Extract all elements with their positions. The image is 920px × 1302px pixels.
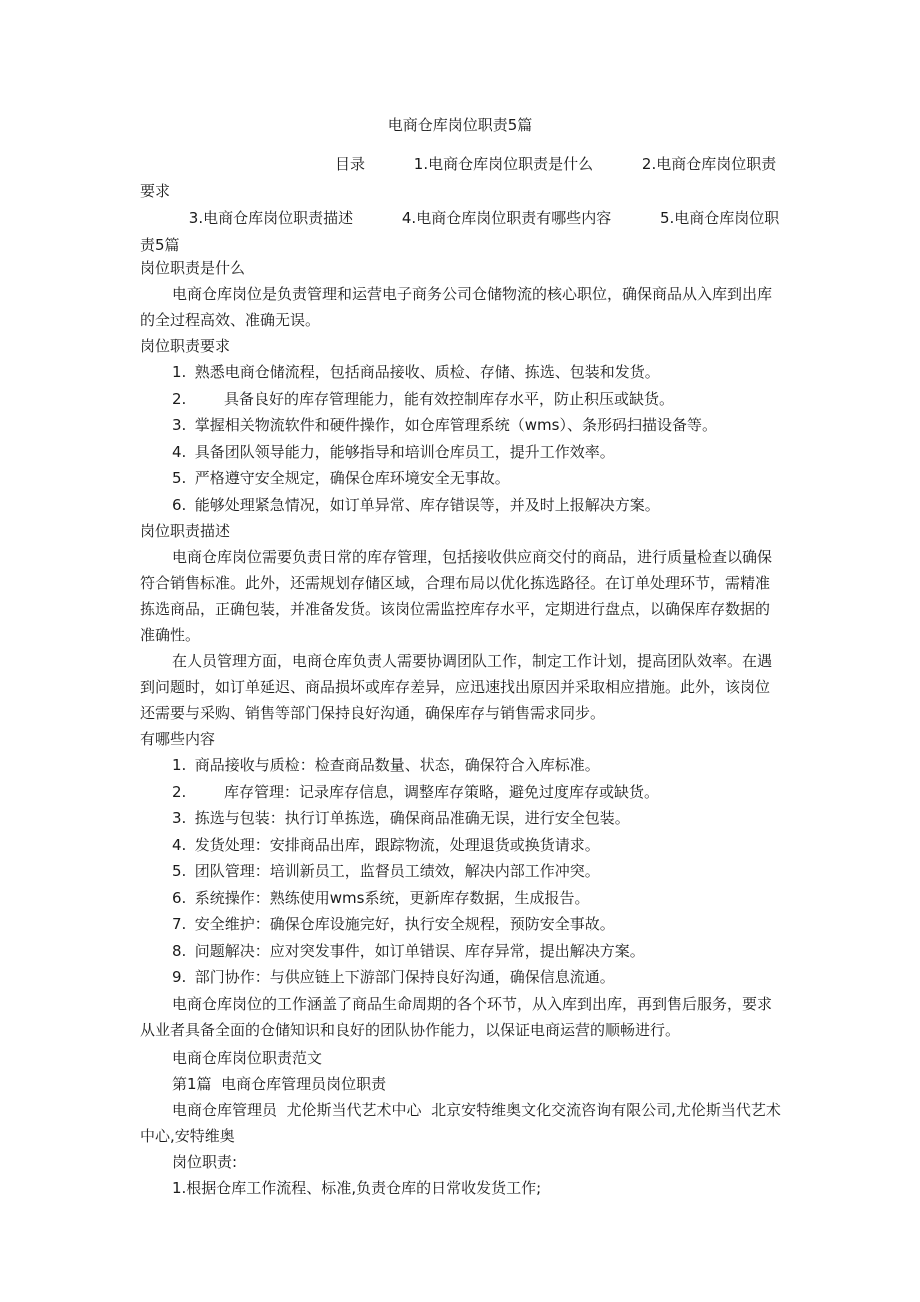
list-item: 1. 熟悉电商仓储流程，包括商品接收、质检、存储、拣选、包装和发货。 [172,363,660,381]
sample-heading: 电商仓库岗位职责范文 [172,1048,323,1067]
toc-item-5[interactable]: 5.电商仓库岗位职责5篇 [140,209,780,254]
section-heading-contents: 有哪些内容 [140,730,216,748]
list-item: 6. 能够处理紧急情况，如订单异常、库存错误等，并及时上报解决方案。 [172,495,660,514]
list-item: 4. 发货处理：安排商品出库，跟踪物流，处理退货或换货请求。 [172,835,600,854]
list-item: 4. 具备团队领导能力，能够指导和培训仓库员工，提升工作效率。 [172,442,615,461]
list-item: 3. 掌握相关物流软件和硬件操作，如仓库管理系统（wms）、条形码扫描设备等。 [172,416,717,434]
toc-item-1[interactable]: 1.电商仓库岗位职责是什么 [413,155,594,173]
list-item: 9. 部门协作：与供应链上下游部门保持良好沟通，确保信息流通。 [172,968,615,986]
section-paragraph-description-2: 在人员管理方面，电商仓库负责人需要协调团队工作，制定工作计划，提高团队效率。在遇到问题时，如订单延迟、商品损坏或库存差异，应迅速找出原因并采取相应措施。此外，该岗位还需要与采购、销售等部门保持良好沟通，确保库存与销售需求同步。 [140,652,773,722]
contents-list [140,752,784,991]
document-title: 电商仓库岗位职责5篇 [387,116,533,134]
list-item: 2. 库存管理：记录库存信息，调整库存策略，避免过度库存或缺货。 [172,782,660,801]
table-of-contents [140,151,784,259]
list-item: 3. 拣选与包装：执行订单拣选，确保商品准确无误，进行安全包装。 [172,809,630,827]
section-paragraph-what: 电商仓库岗位是负责管理和运营电子商务公司仓储物流的核心职位，确保商品从入库到出库的全过程高效、准确无误。 [140,285,773,329]
list-item: 6. 系统操作：熟练使用wms系统，更新库存数据，生成报告。 [172,888,590,907]
section-summary: 电商仓库岗位的工作涵盖了商品生命周期的各个环节，从入库到出库，再到售后服务，要求从业者具备全面的仓储知识和良好的团队协作能力，以保证电商运营的顺畅进行。 [140,994,773,1039]
section-heading-description: 岗位职责描述 [140,522,231,540]
sample-duty-1: 1.根据仓库工作流程、标准,负责仓库的日常收发货工作; [172,1178,542,1197]
section-heading-what: 岗位职责是什么 [140,259,246,277]
list-item: 7. 安全维护：确保仓库设施完好，执行安全规程，预防安全事故。 [172,915,615,933]
requirements-list [140,359,784,518]
section-paragraph-description-1: 电商仓库岗位需要负责日常的库存管理，包括接收供应商交付的商品，进行质量检查以确保符合销售标准。此外，还需规划存储区域，合理布局以优化拣选路径。在订单处理环节，需精准拣选商品，正确包装，并准备发货。该岗位需监控库存水平，定期进行盘点，以确保库存数据的准确性。 [140,548,773,644]
toc-item-3[interactable]: 3.电商仓库岗位职责描述 [188,209,354,227]
toc-item-2[interactable]: 2.电商仓库岗位职责要求 [140,155,777,200]
sample-subheading: 第1篇 电商仓库管理员岗位职责 [172,1074,387,1093]
sample-company: 电商仓库管理员 尤伦斯当代艺术中心 北京安特维奥文化交流咨询有限公司,尤伦斯当代艺术中心,安特维奥 [140,1100,781,1145]
list-item: 8. 问题解决：应对突发事件，如订单错误、库存异常，提出解决方案。 [172,941,645,960]
list-item: 1. 商品接收与质检：检查商品数量、状态，确保符合入库标准。 [172,756,600,774]
toc-label: 目录 [335,155,366,173]
list-item: 5. 团队管理：培训新员工，监督员工绩效，解决内部工作冲突。 [172,862,600,880]
section-heading-requirements: 岗位职责要求 [140,337,231,355]
toc-item-4[interactable]: 4.电商仓库岗位职责有哪些内容 [401,209,612,227]
document-body [140,255,784,1201]
list-item: 5. 严格遵守安全规定，确保仓库环境安全无事故。 [172,469,510,487]
list-item: 2. 具备良好的库存管理能力，能有效控制库存水平，防止积压或缺货。 [172,389,675,408]
sample-duties-label: 岗位职责: [172,1152,238,1171]
